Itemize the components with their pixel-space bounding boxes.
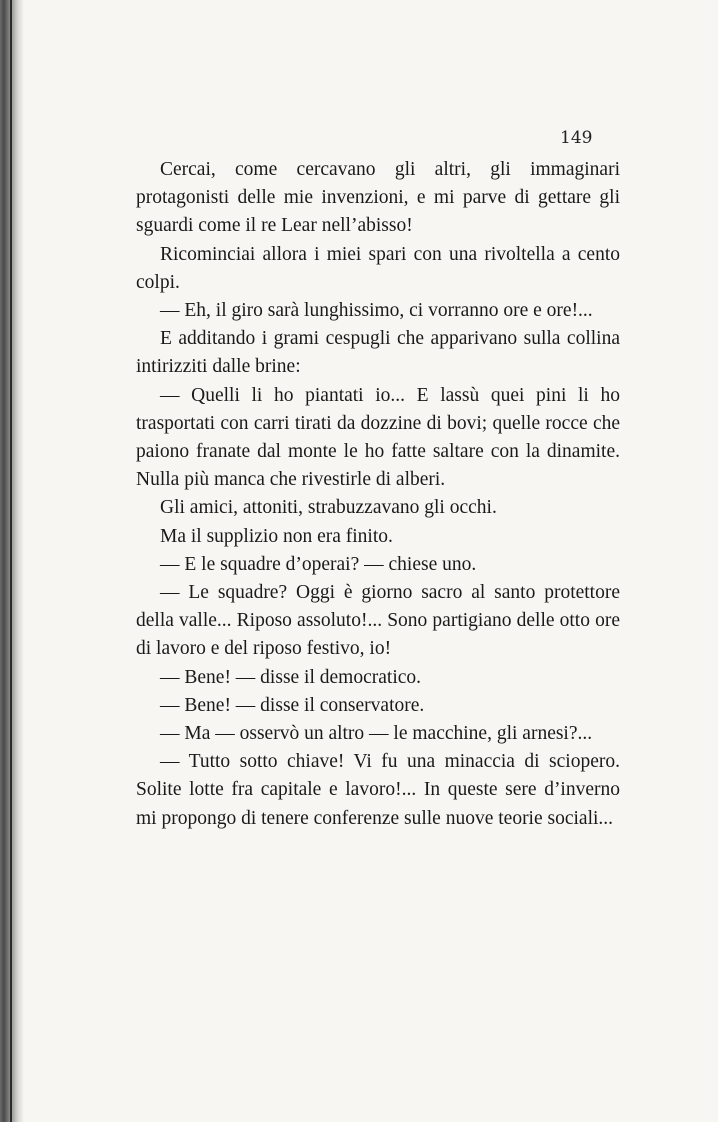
paragraph: Ma il supplizio non era finito.	[160, 525, 393, 547]
dialogue-line: — Quelli li ho piantati io... E lassù quei pini li ho trasportati con carri tirati da dozzine di bovi; quelle rocce che paiono franate dal monte le ho fatte saltare con la dinamite. Nulla più manca che rivestirle di alberi.	[136, 384, 620, 491]
dialogue-line: — Ma — osservò un altro — le macchine, gli arnesi?...	[160, 723, 593, 745]
page-text	[136, 156, 620, 833]
dialogue-line: — Le squadre? Oggi è giorno sacro al santo protettore della valle... Riposo assoluto!... Sono partigiano delle otto ore di lavoro e del riposo festivo, io!	[136, 582, 620, 660]
dialogue-line: — E le squadre d’operai? — chiese uno.	[160, 553, 477, 575]
page-number: 149	[560, 128, 593, 148]
paragraph: Cercai, come cercavano gli altri, gli immaginari protagonisti delle mie invenzioni, e mi parve di gettare gli sguardi come il re Lear nell’abisso!	[136, 159, 620, 237]
paragraph: E additando i grami cespugli che apparivano sulla collina intirizziti dalle brine:	[136, 328, 620, 378]
page-binding-edge	[0, 0, 24, 1122]
paragraph: Gli amici, attoniti, strabuzzavano gli occhi.	[160, 497, 497, 519]
dialogue-line: — Bene! — disse il conservatore.	[160, 694, 425, 716]
dialogue-line: — Bene! — disse il democratico.	[160, 666, 422, 688]
page-binding-line	[10, 0, 12, 1122]
dialogue-line: — Tutto sotto chiave! Vi fu una minaccia di sciopero. Solite lotte fra capitale e lavoro!... In queste sere d’inverno mi propongo di tenere conferenze sulle nuove teorie sociali...	[136, 751, 620, 829]
dialogue-line: — Eh, il giro sarà lunghissimo, ci vorranno ore e ore!...	[160, 300, 593, 322]
paragraph: Ricominciai allora i miei spari con una rivoltella a cento colpi.	[136, 243, 620, 293]
